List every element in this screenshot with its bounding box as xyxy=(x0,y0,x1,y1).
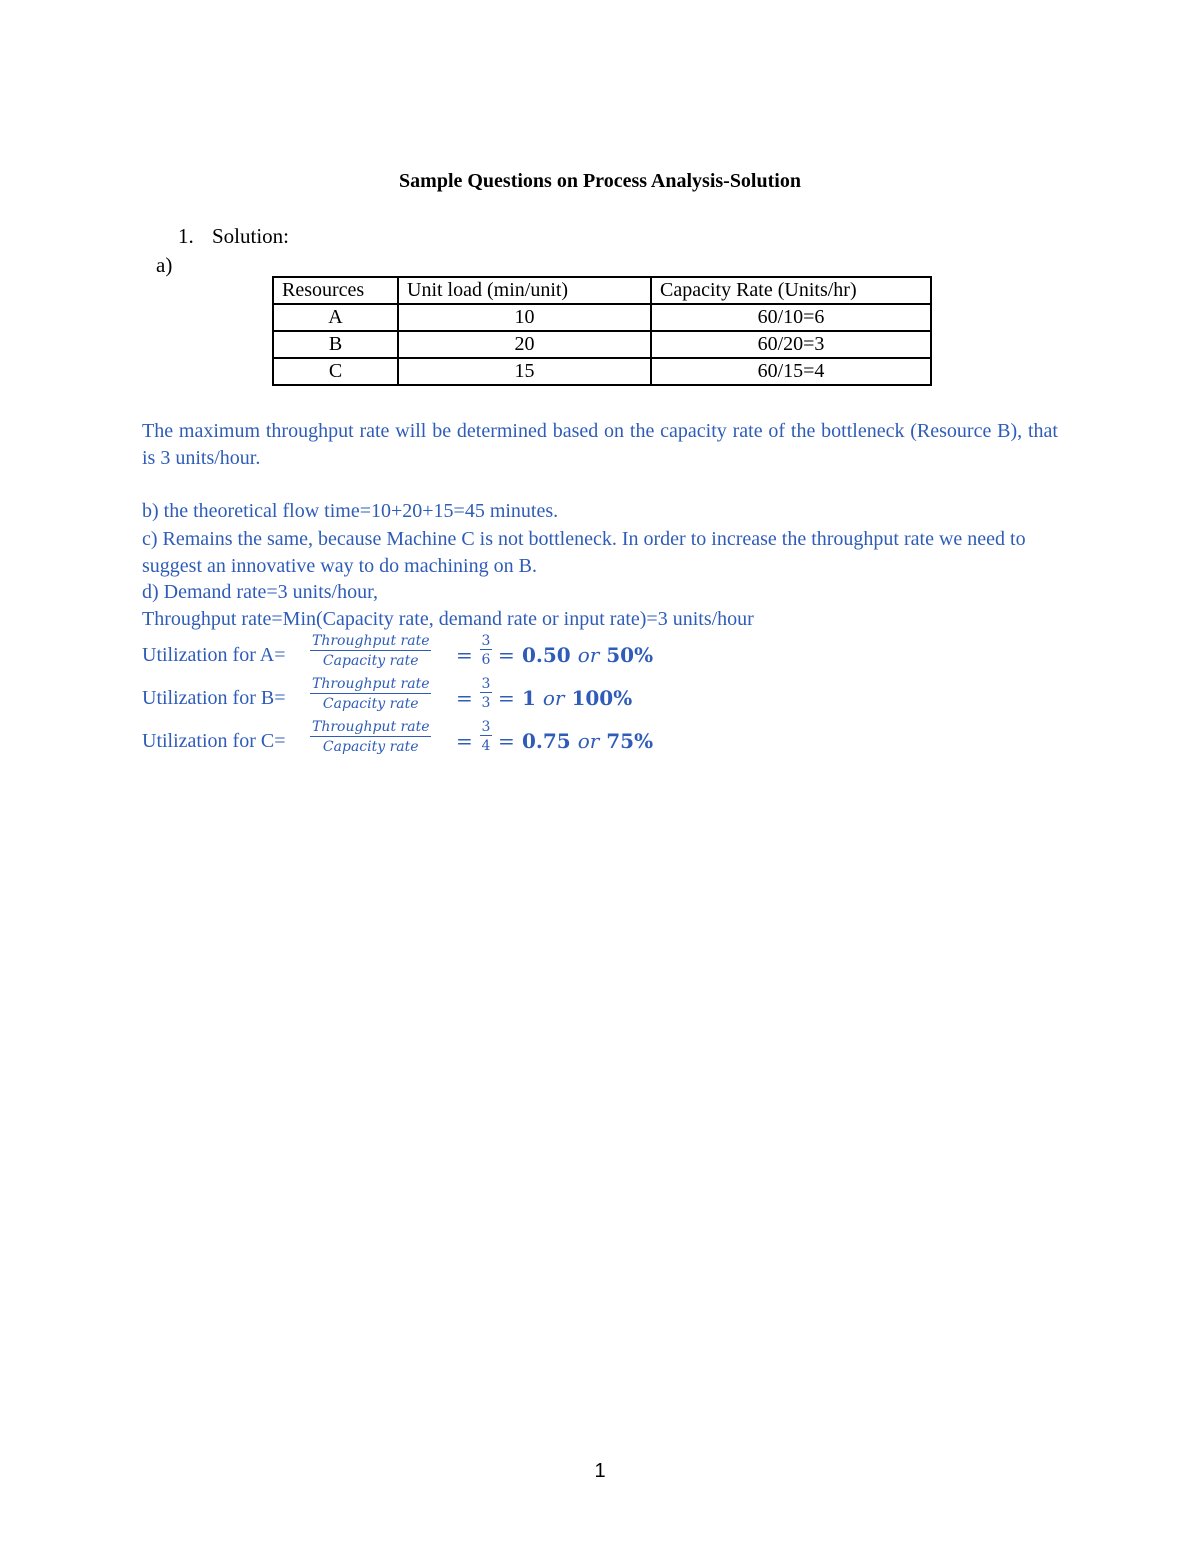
result-percent: 100% xyxy=(571,686,633,710)
item-label: Solution: xyxy=(212,224,290,248)
table-cell: 15 xyxy=(398,358,651,385)
fraction-numerator: 3 xyxy=(481,633,491,649)
equals-sign: = xyxy=(498,729,515,753)
result-value: 0.50 xyxy=(522,643,571,667)
result-percent: 75% xyxy=(606,729,654,753)
item-number: 1. xyxy=(178,224,194,248)
fraction-numerator: Throughput rate xyxy=(312,633,430,649)
fraction-denominator: Capacity rate xyxy=(322,696,419,712)
fraction-denominator: Capacity rate xyxy=(322,739,419,755)
table-cell: 60/20=3 xyxy=(651,331,931,358)
fraction-denominator: 6 xyxy=(481,652,491,668)
table-cell: 20 xyxy=(398,331,651,358)
page-number: 1 xyxy=(594,1460,606,1482)
table-header-cell: Resources xyxy=(273,277,398,304)
equals-sign: = xyxy=(498,686,515,710)
result-or: or xyxy=(542,686,565,710)
utilization-label: Utilization for B= xyxy=(142,687,286,709)
part-a-answer: The maximum throughput rate will be determined based on the capacity rate of the bottleneck (Resource B), that is 3 units/hour. xyxy=(142,420,1058,469)
equals-sign: = xyxy=(456,729,473,753)
utilization-result xyxy=(522,643,653,667)
table-cell: 60/15=4 xyxy=(651,358,931,385)
throughput-capacity-fraction xyxy=(310,633,431,669)
table-cell: A xyxy=(273,304,398,331)
result-value: 1 xyxy=(522,686,536,710)
utilization-result xyxy=(522,686,632,710)
page-title: Sample Questions on Process Analysis-Solution xyxy=(399,170,801,192)
throughput-capacity-fraction xyxy=(310,676,431,712)
table-header-row xyxy=(273,277,931,304)
equals-sign: = xyxy=(456,686,473,710)
utilization-result xyxy=(522,729,653,753)
fraction-numerator: Throughput rate xyxy=(312,676,430,692)
value-fraction xyxy=(480,676,492,711)
value-fraction xyxy=(480,633,492,668)
table-row xyxy=(273,331,931,358)
result-or: or xyxy=(577,729,600,753)
part-a-label: a) xyxy=(156,253,173,277)
utilization-label: Utilization for C= xyxy=(142,730,286,752)
numbered-item xyxy=(178,224,289,249)
equals-sign: = xyxy=(498,643,515,667)
fraction-numerator: Throughput rate xyxy=(312,719,430,735)
table-row xyxy=(273,304,931,331)
table-row xyxy=(273,358,931,385)
result-value: 0.75 xyxy=(522,729,571,753)
fraction-denominator: 3 xyxy=(481,695,491,711)
table-cell: 60/10=6 xyxy=(651,304,931,331)
equals-sign: = xyxy=(456,643,473,667)
fraction-numerator: 3 xyxy=(481,676,491,692)
fraction-denominator: 4 xyxy=(481,738,491,754)
table-cell: B xyxy=(273,331,398,358)
result-or: or xyxy=(577,643,600,667)
utilization-label: Utilization for A= xyxy=(142,644,286,666)
resource-table xyxy=(272,276,932,386)
table-header-cell: Capacity Rate (Units/hr) xyxy=(651,277,931,304)
part-b-answer: b) the theoretical flow time=10+20+15=45 minutes. xyxy=(142,500,559,522)
throughput-capacity-fraction xyxy=(310,719,431,755)
value-fraction xyxy=(480,719,492,754)
part-d-throughput: Throughput rate=Min(Capacity rate, demand rate or input rate)=3 units/hour xyxy=(142,608,754,630)
table-cell: 10 xyxy=(398,304,651,331)
part-c-answer: c) Remains the same, because Machine C is not bottleneck. In order to increase the throughput rate we need to suggest an innovative way to do machining on B. xyxy=(142,528,1026,577)
table-cell: C xyxy=(273,358,398,385)
fraction-denominator: Capacity rate xyxy=(322,653,419,669)
part-d-demand: d) Demand rate=3 units/hour, xyxy=(142,581,378,603)
result-percent: 50% xyxy=(606,643,654,667)
table-header-cell: Unit load (min/unit) xyxy=(398,277,651,304)
fraction-numerator: 3 xyxy=(481,719,491,735)
